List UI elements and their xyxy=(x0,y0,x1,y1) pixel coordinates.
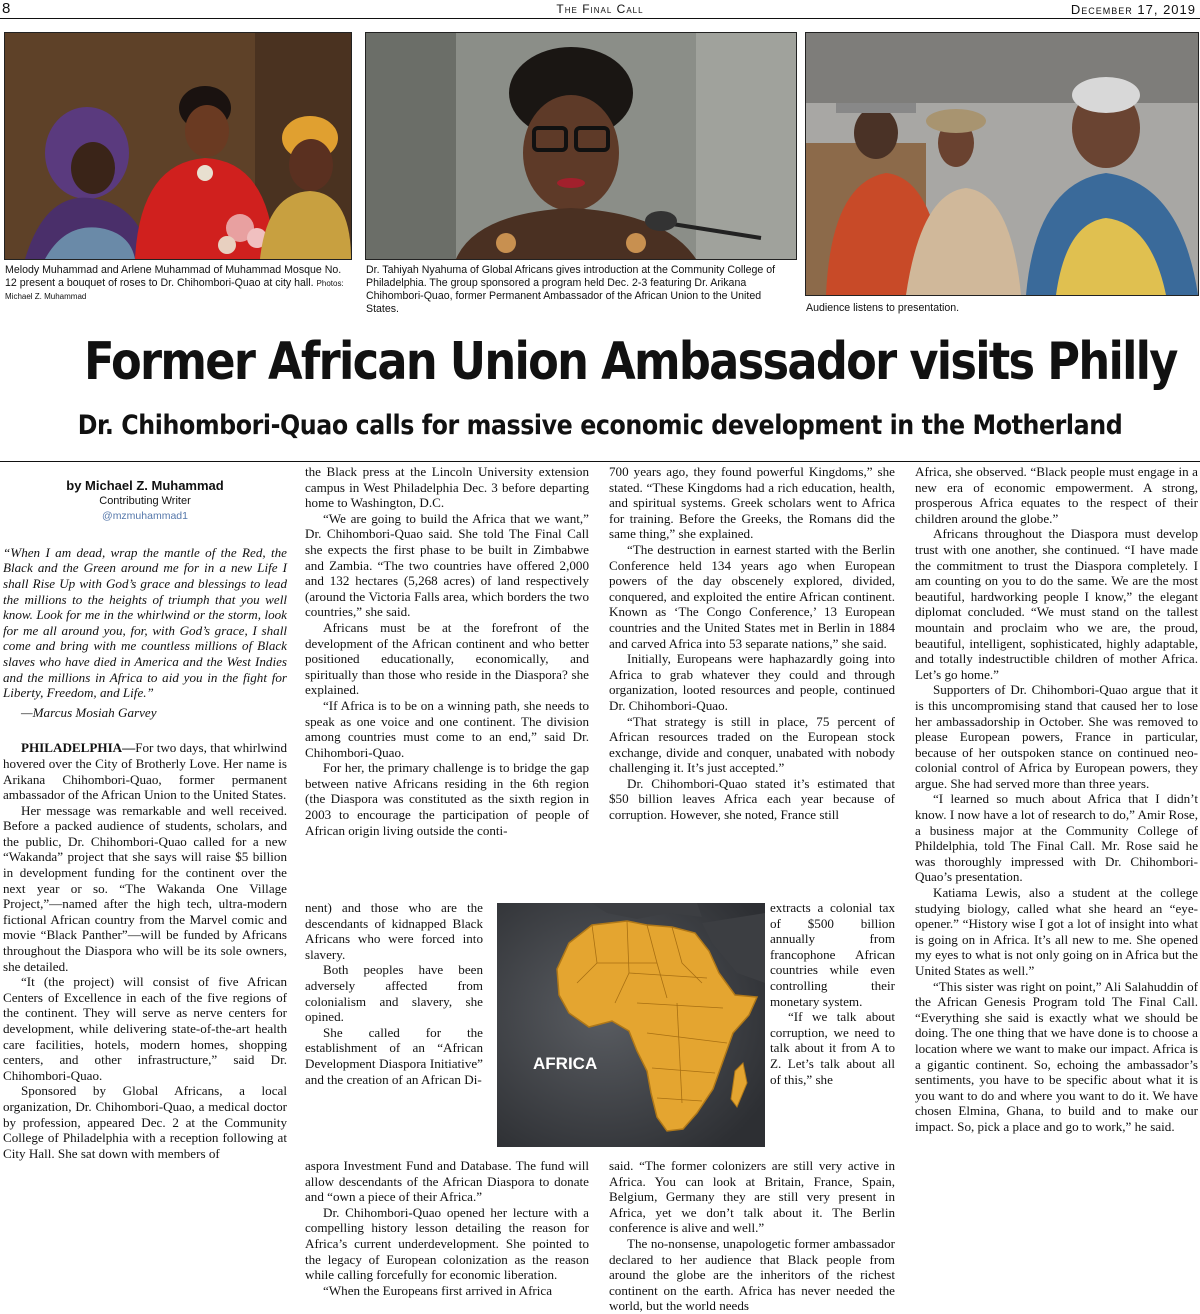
dateline: PHILADELPHIA— xyxy=(21,740,136,756)
paragraph: Dr. Chihombori-Quao stated it’s estimated that $50 billion leaves Africa each year because of corruption. However, she noted, France still xyxy=(609,775,895,823)
photo-credit: Photos: Michael Z. Muhammad xyxy=(5,279,344,301)
byline-author: by Michael Z. Muhammad xyxy=(66,478,224,493)
caption-3-text: Audience listens to presentation. xyxy=(806,302,960,314)
page-header xyxy=(0,0,1200,20)
article-column-2-narrow xyxy=(305,900,483,1087)
issue-date: December 17, 2019 xyxy=(1070,2,1196,17)
article-column-3 xyxy=(609,464,895,823)
subheadline: Dr. Chihombori-Quao calls for massive economic development in the Motherland xyxy=(77,410,1123,441)
paragraph: “That strategy is still in place, 75 percent of African resources traded on the European stock exchange, divide and conquer, unabated with nobody challenging it. It’s just accepted.” xyxy=(609,713,895,776)
paragraph: “The destruction in earnest started with the Berlin Conference held 134 years ago when European powers of the day obscenely explored, divided, conquered, and exploited the entire African continent. Known as ‘The Congo Conference,’ 13 European countries and the United States met in Berlin in 1884 and carved Africa into 53 separate nations,” she said. xyxy=(609,541,895,651)
paragraph: “When the Europeans first arrived in Africa xyxy=(323,1282,553,1298)
photo-audience-illustration xyxy=(806,33,1198,295)
paragraph: Supporters of Dr. Chihombori-Quao argue that it is this uncompromising stand that caused her to lose her ambassadorship in October. She was removed to please European powers, France in particular, because of her outspoken stance on continued neo-colonial control of Africa by European powers, they argue. She had served more than three years. xyxy=(915,682,1198,791)
quote-attribution: —Marcus Mosiah Garvey xyxy=(21,704,157,720)
map-label: AFRICA xyxy=(533,1054,598,1073)
page-number: 8 xyxy=(2,0,11,17)
paragraph: Sponsored by Global Africans, a local organization, Dr. Chihombori-Quao, a medical doctor by profession, appeared Dec. 2 at the Community College of Philadelphia with a reception following at City Hall. She sat down with members of xyxy=(3,1083,287,1161)
paragraph: “We are going to build the Africa that we want,” Dr. Chihombori-Quao said. She told The Final Call she expects the first phase to be built in Zimbabwe and Zambia. “The two countries have offered 2,000 and 132 hectares (5,268 acres) of land respectively (around the Victoria Falls area, which borders the two countries,” she said. xyxy=(305,510,589,620)
paragraph: “If we talk about corruption, we need to talk about it from A to Z. Let’s talk about all of this,” she xyxy=(770,1009,895,1087)
lede-text: For two days, that whirlwind hovered over the City of Brotherly Love. Her name is Arikana Chihombori-Quao, former permanent ambassador of the African Union to the United States. xyxy=(3,740,287,803)
byline-handle: @mzmuhammad1 xyxy=(102,510,188,523)
paragraph: 700 years ago, they found powerful Kingdoms,” she stated. “These Kingdoms had a rich education, health, and spiritual systems. Greek scholars went to Africa for training. Before the Greeks, the Romans did the same thing,” she explained. xyxy=(609,464,895,542)
garvey-quote: “When I am dead, wrap the mantle of the Red, the Black and the Green around me for in a new Life I shall Rise Up with God’s grace and blessings to lead the millions to the heights of triumph that you well know. Look for me in the whirlwind or the storm, look for me all around you, for, with God’s grace, I shall come and bring with me countless millions of Black slaves who have died in America and the West Indies and the millions in Africa to aid you in the fight for Liberty, Freedom, and Life.” xyxy=(3,544,287,701)
paragraph: Dr. Chihombori-Quao opened her lecture with a compelling history lesson detailing the reason for Africa’s current underdevelopment. She pointed to the legacy of European colonization as the reason while calling forcefully for economic liberation. xyxy=(305,1204,589,1283)
africa-map xyxy=(497,903,765,1147)
photo-caption-2 xyxy=(366,264,794,316)
paragraph: “This sister was right on point,” Ali Salahuddin of the African Genesis Program told The Final Call. “Everything she said is exactly what we should be doing. The one thing that we have done is to choose a location where we want to make our impact. Africa is a gigantic continent. So, echoing the ambassador’s sentiments, you have to be specific about what it is you want to do and where you want to do it. We have chosen Elmina, Ghana, to build and to make our impact. So, pick a place and go to work,” he said. xyxy=(915,978,1198,1134)
photo-audience xyxy=(805,32,1199,296)
article-column-4 xyxy=(915,464,1198,1135)
article-column-2 xyxy=(305,464,589,838)
paragraph: She called for the establishment of an “African Development Diaspora Initiative” and the creation of an African Di- xyxy=(305,1024,483,1087)
publication-name: The Final Call xyxy=(556,2,644,16)
article-column-2-bottom xyxy=(305,1158,589,1298)
byline xyxy=(3,478,287,525)
paragraph: said. “The former colonizers are still very active in Africa. You can look at Britain, France, Spain, Belgium, Germany they are still very present in Africa, yet we don’t talk about it. The Berlin conference is alive and well.” xyxy=(609,1158,895,1236)
paragraph: the Black press at the Lincoln University extension campus in West Philadelphia Dec. 3 before departing home to Washington, D.C. xyxy=(305,464,589,511)
paragraph: The no-nonsense, unapologetic former ambassador declared to her audience that Black people from around the globe are the inheritors of the richest continent on the earth. Africa has never needed the world, but the world needs xyxy=(609,1235,895,1314)
photo-roses-presentation xyxy=(4,32,352,260)
article-column-3-narrow xyxy=(770,900,895,1087)
photo-caption-1 xyxy=(5,264,350,303)
byline-role: Contributing Writer xyxy=(99,494,191,507)
paragraph: Katiama Lewis, also a student at the college studying biology, called what she heard an “eye-opener.” “History wise I got a lot of insight into what is going on in Africa. It’s all new to me. She opened my eyes to what is not only going on in Africa but the United States as well.” xyxy=(915,885,1198,978)
article-rule xyxy=(0,461,1200,462)
paragraph: Her message was remarkable and well received. Before a packed audience of students, scholars, and the public, Dr. Chihombori-Quao called for a new “Wakanda” project that she says will raise $5 billion in development funding for the continent over the next year or so. “The Wakanda One Village Project,”—named after the high tech, ultra-modern fictional African country from the Marvel comic and movie “Black Panther”—will be funded by Africans throughout the Diaspora who will be its sole owners, she detailed. xyxy=(3,802,287,974)
photo-speaker xyxy=(365,32,797,260)
paragraph: “I learned so much about Africa that I didn’t know. I now have a lot of research to do,” Amir Rose, a business major at the Community College of Phildelphia, told The Final Call. Mr. Rose said he was thoroughly impressed with Dr. Chihombori-Quao’s presentation. xyxy=(915,791,1198,885)
caption-2-text: Dr. Tahiyah Nyahuma of Global Africans gives introduction at the Community College of Philadelphia. The group sponsored a program held Dec. 2-3 featuring Dr. Arikana Chihombori-Quao, former Permanent Ambassador of the African Union to the United States. xyxy=(366,264,776,315)
article-column-3-bottom xyxy=(609,1158,895,1314)
paragraph: Africans must be at the forefront of the development of the African continent and who better positioned educationally, economically, and spiritually than those who reside in the Diaspora? she explained. xyxy=(305,619,589,698)
paragraph: “If Africa is to be on a winning path, she needs to speak as one voice and one continent. The division among countries must come to an end,” said Dr. Chihombori-Quao. xyxy=(305,697,589,760)
headline: Former African Union Ambassador visits Philly xyxy=(84,332,1177,392)
paragraph: Both peoples have been adversely affected from colonialism and slavery, she opined. xyxy=(305,962,483,1025)
paragraph: Africans throughout the Diaspora must develop trust with one another, she continued. “I have made the commitment to trust the Diaspora completely. I am counting on you to do the same. We are the most beautiful, hardworking people I know,” the elegant diplomat concluded. “We must stand on the tallest mountain and proclaim who we are, the proud, beautiful, intelligent, sophisticated, highly adaptable, and totally indestructible children of mother Africa. Let’s go home.” xyxy=(915,526,1198,682)
header-rule xyxy=(0,18,1200,19)
photo-caption-3 xyxy=(806,302,1198,315)
africa-map-graphic xyxy=(497,903,765,1147)
article-column-1 xyxy=(3,478,287,1161)
paragraph: Initially, Europeans were haphazardly going into Africa to grab whatever they could and through organization, looted resources and people, continued Dr. Chihombori-Quao. xyxy=(609,651,895,713)
paragraph: For her, the primary challenge is to bridge the gap between native Africans residing in the 6th region (the Diaspora was constituted as the sixth region in 2003 to encourage the participation of people of African origin living outside the conti- xyxy=(305,760,589,838)
paragraph: aspora Investment Fund and Database. The fund will allow descendants of the African Diaspora to donate and “own a piece of their Africa.” xyxy=(305,1158,589,1205)
photo-roses-illustration xyxy=(5,33,351,259)
caption-1-text: Melody Muhammad and Arlene Muhammad of Muhammad Mosque No. 12 present a bouquet of roses to Dr. Chihombori-Quao at city hall. xyxy=(5,264,342,289)
paragraph: “It (the project) will consist of five African Centers of Excellence in each of the five regions of the continent. They will serve as nerve centers for development, while delivering state-of-the-art health care facilities, hotels, modern homes, shopping centers, and other infrastructure,” said Dr. Chihombori-Quao. xyxy=(3,974,287,1083)
photo-speaker-illustration xyxy=(366,33,796,259)
paragraph: extracts a colonial tax of $500 billion annually from francophone African countries while even controlling their monetary system. xyxy=(770,900,895,1009)
paragraph: Africa, she observed. “Black people must engage in a new era of economic empowerment. A strong, prosperous Africa equates to the respect of their children around the globe.” xyxy=(915,464,1198,526)
paragraph: nent) and those who are the descendants of kidnapped Black Africans who were forced into slavery. xyxy=(305,900,483,962)
paragraph-lede xyxy=(3,740,287,802)
